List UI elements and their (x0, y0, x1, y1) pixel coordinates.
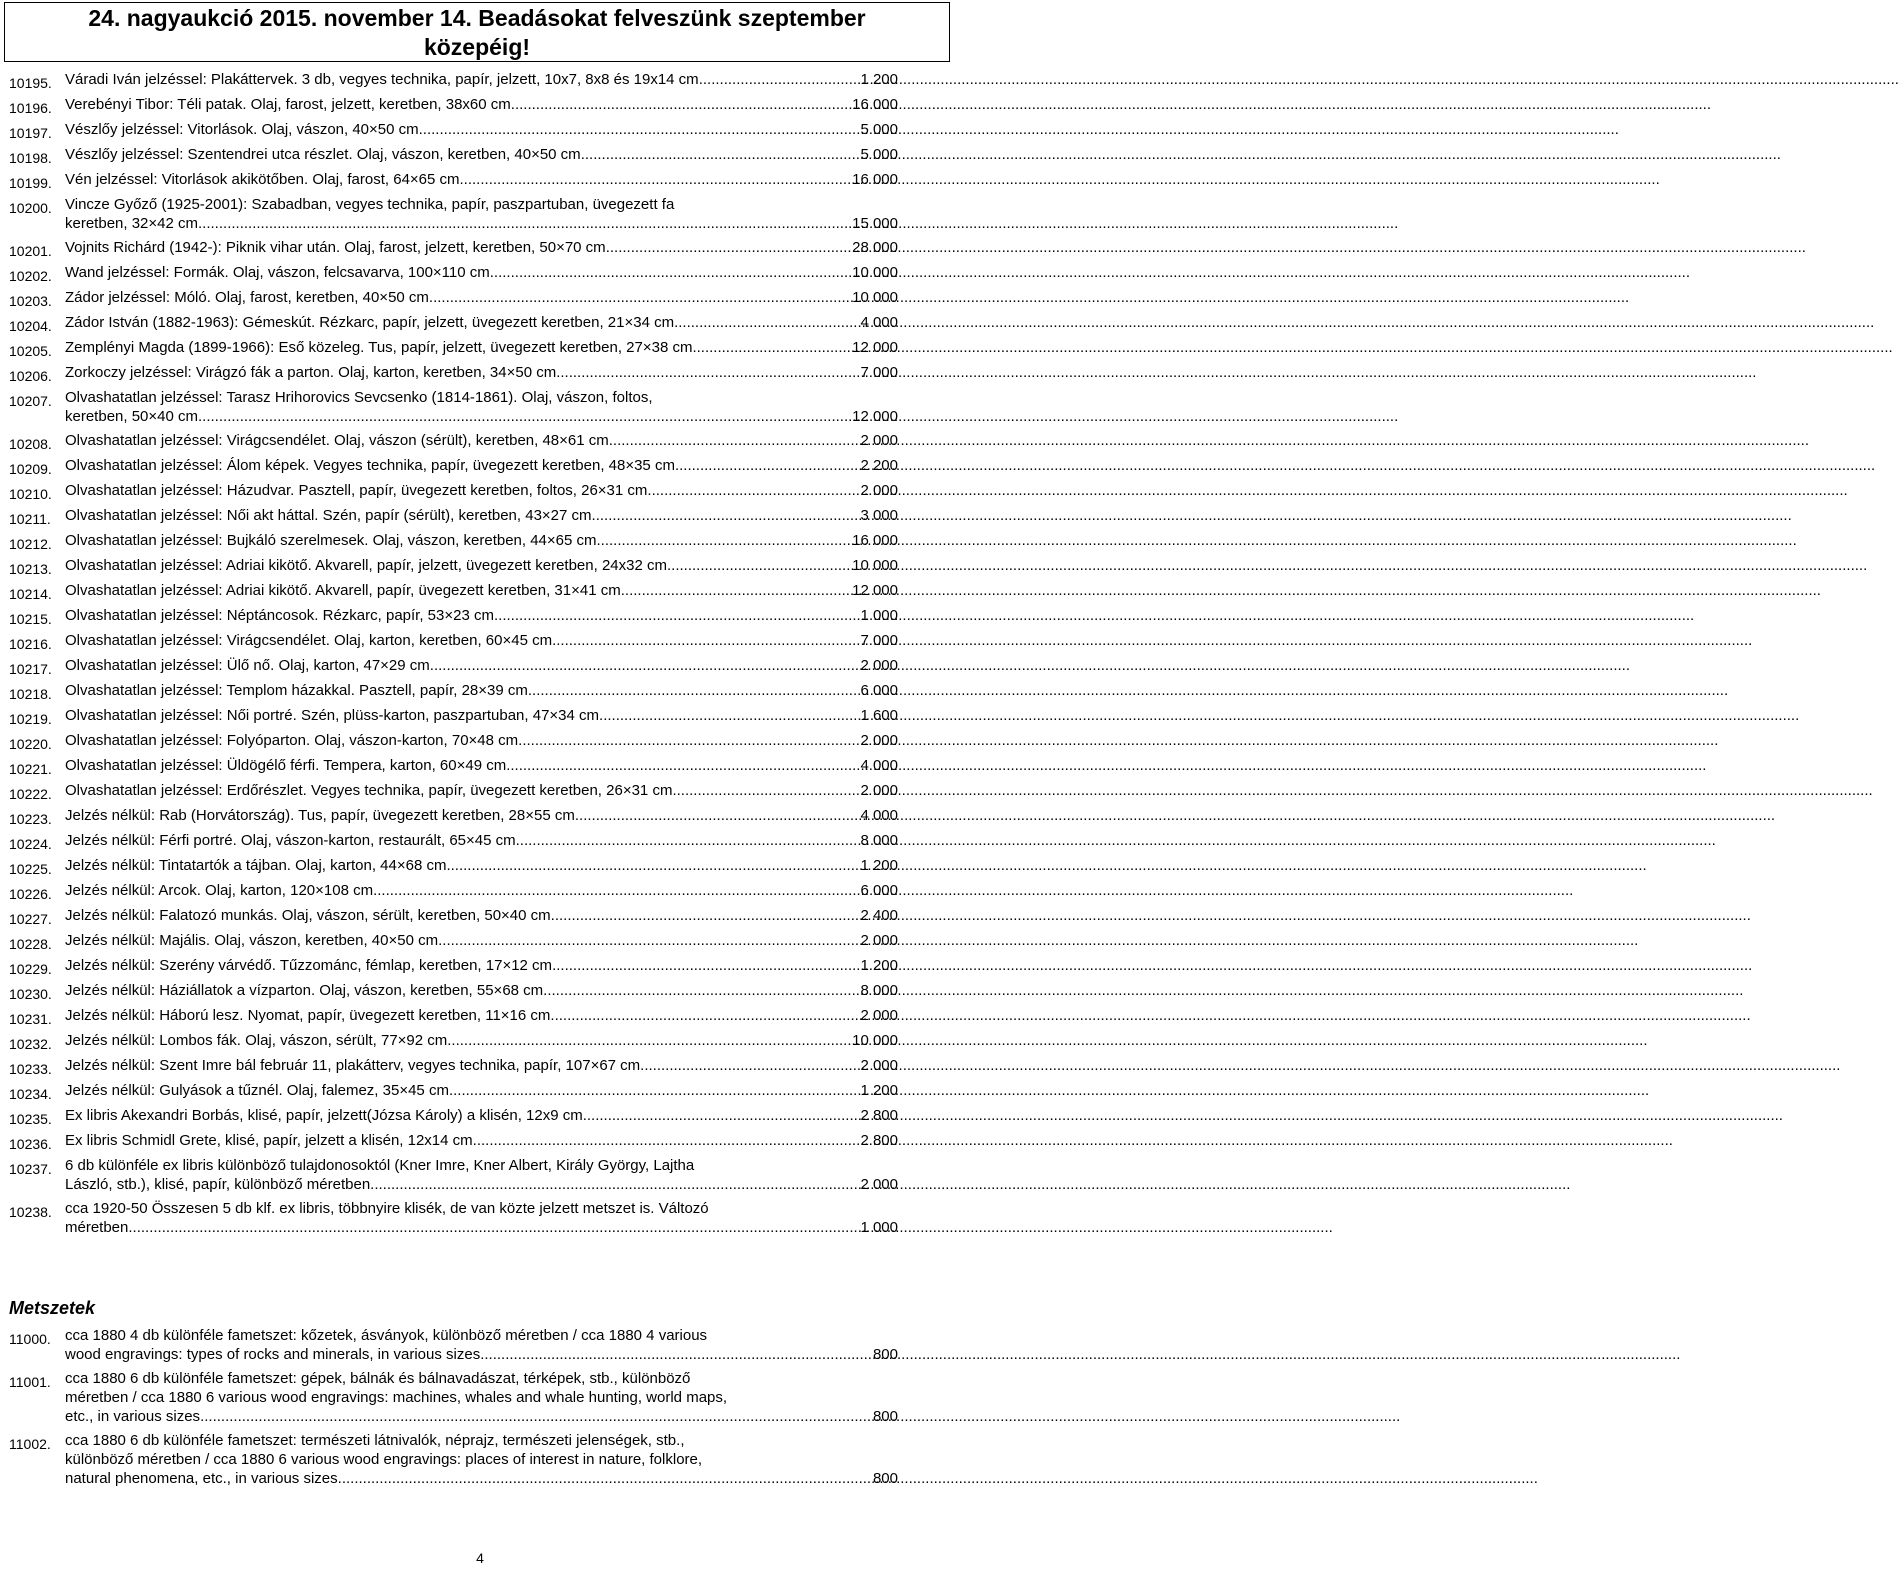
dot-leader (692, 338, 852, 357)
lot-item (0, 313, 960, 332)
lot-text-line: Jelzés nélkül: Lombos fák. Olaj, vászon, sérült, 77×92 cm (65, 1032, 448, 1049)
dot-leader (597, 531, 853, 550)
lot-text-line: Olvashatatlan jelzéssel: Bujkáló szerelmesek. Olaj, vászon, keretben, 44×65 cm (65, 532, 597, 549)
lot-item (0, 338, 960, 357)
lot-description (65, 456, 898, 475)
lot-description (65, 1431, 898, 1488)
lot-price: 2 000 (860, 657, 898, 674)
lot-price: 1 200 (860, 857, 898, 874)
dot-leader (429, 288, 852, 307)
dot-leader (672, 781, 860, 800)
lot-description (65, 956, 898, 975)
lot-description (65, 313, 898, 332)
lot-number: 10208. (9, 436, 52, 452)
dot-leader (506, 756, 860, 775)
lot-item (0, 263, 960, 282)
dot-leader (550, 1006, 860, 1025)
header-line-2: közepéig! (423, 34, 531, 60)
dot-leader (592, 506, 861, 525)
lot-item (0, 531, 960, 550)
lot-price: 12 000 (852, 339, 898, 356)
lot-number: 10225. (9, 861, 52, 877)
lot-item (0, 95, 960, 114)
lot-number: 10222. (9, 786, 52, 802)
lot-description (65, 145, 898, 164)
lot-number: 10229. (9, 961, 52, 977)
lot-price: 1 000 (860, 1219, 898, 1236)
dot-leader (460, 170, 853, 189)
lot-price: 2 200 (860, 457, 898, 474)
lot-text-line: Zorkoczy jelzéssel: Virágzó fák a parton. Olaj, karton, keretben, 34×50 cm (65, 364, 557, 381)
lot-description (65, 731, 898, 750)
lot-text-line: Váradi Iván jelzéssel: Plakáttervek. 3 db, vegyes technika, papír, jelzett, 10x7, 8x8 és 19x14 cm (65, 71, 699, 88)
lot-text-line: natural phenomena, etc., in various sizes (65, 1470, 338, 1487)
lot-price: 10 000 (852, 557, 898, 574)
lot-text-line: Jelzés nélkül: Arcok. Olaj, karton, 120×108 cm (65, 882, 374, 899)
lot-item (0, 120, 960, 139)
engraving-lot-list (0, 1326, 960, 1493)
dot-leader (447, 1031, 852, 1050)
dot-leader (133, 1218, 861, 1237)
lot-text-line: Jelzés nélkül: Háziállatok a vízparton. Olaj, vászon, keretben, 55×68 cm (65, 982, 544, 999)
lot-description (65, 338, 898, 357)
dot-leader (438, 931, 860, 950)
lot-price: 10 000 (852, 289, 898, 306)
lot-description (65, 1081, 898, 1100)
lot-price: 2 400 (860, 907, 898, 924)
lot-number: 10228. (9, 936, 52, 952)
lot-description (65, 906, 898, 925)
page-header (4, 2, 950, 62)
lot-item (0, 706, 960, 725)
lot-number: 11002. (9, 1436, 51, 1452)
lot-item (0, 506, 960, 525)
dot-leader (640, 1056, 860, 1075)
lot-number: 10220. (9, 736, 52, 752)
lot-description (65, 1006, 898, 1025)
lot-number: 10226. (9, 886, 52, 902)
lot-text-line: 6 db különféle ex libris különböző tulajdonosoktól (Kner Imre, Kner Albert, Király György, Lajtha (65, 1157, 695, 1174)
lot-price: 6 000 (860, 682, 898, 699)
lot-price: 1 200 (860, 71, 898, 88)
lot-number: 10195. (9, 75, 52, 91)
lot-text-line: cca 1880 6 db különféle fametszet: természeti látnivalók, néprajz, természeti jelenségek, stb., (65, 1432, 685, 1449)
lot-item (0, 981, 960, 1000)
lot-text-line: Olvashatatlan jelzéssel: Virágcsendélet. Olaj, karton, keretben, 60×45 cm (65, 632, 553, 649)
lot-item (0, 1006, 960, 1025)
dot-leader (552, 956, 860, 975)
lot-number: 10217. (9, 661, 52, 677)
dot-leader (449, 1081, 861, 1100)
lot-item (0, 881, 960, 900)
lot-item (0, 656, 960, 675)
lot-item (0, 1326, 960, 1364)
lot-text-line: cca 1880 4 db különféle fametszet: kőzetek, ásványok, különböző méretben / cca 1880 4 various (65, 1327, 708, 1344)
lot-price: 2 000 (860, 782, 898, 799)
lot-item (0, 606, 960, 625)
lot-item (0, 1199, 960, 1237)
lot-price: 1 600 (860, 707, 898, 724)
lot-item (0, 1431, 960, 1488)
lot-description (65, 831, 898, 850)
lot-description (65, 581, 898, 600)
lot-text-line: Olvashatatlan jelzéssel: Ülő nő. Olaj, karton, 47×29 cm (65, 657, 430, 674)
lot-price: 2 000 (860, 432, 898, 449)
lot-description (65, 238, 898, 257)
lot-item (0, 781, 960, 800)
dot-leader (373, 881, 860, 900)
lot-item (0, 731, 960, 750)
lot-price: 800 (872, 1408, 898, 1425)
lot-text-line: különböző méretben / cca 1880 6 various wood engravings: places of interest in nature, folklore, (65, 1451, 703, 1468)
lot-number: 10231. (9, 1011, 52, 1027)
lot-text-line: Olvashatatlan jelzéssel: Női akt háttal. Szén, papír (sérült), keretben, 43×27 cm (65, 507, 592, 524)
lot-number: 10233. (9, 1061, 52, 1077)
lot-price: 15 000 (852, 215, 898, 232)
lot-number: 10218. (9, 686, 52, 702)
lot-price: 5 000 (860, 146, 898, 163)
lot-item (0, 431, 960, 450)
lot-number: 11000. (9, 1331, 51, 1347)
lot-description (65, 431, 898, 450)
dot-leader (543, 981, 860, 1000)
lot-item (0, 631, 960, 650)
lot-description (65, 931, 898, 950)
dot-leader (674, 313, 860, 332)
lot-number: 11001. (9, 1374, 51, 1390)
lot-item (0, 456, 960, 475)
lot-text-line: Olvashatatlan jelzéssel: Erdőrészlet. Vegyes technika, papír, üvegezett keretben, 26×31 cm (65, 782, 673, 799)
dot-leader (581, 145, 861, 164)
lot-text-line: Jelzés nélkül: Háború lesz. Nyomat, papír, üvegezett keretben, 11×16 cm (65, 1007, 551, 1024)
lot-number: 10215. (9, 611, 52, 627)
lot-text-line: cca 1880 6 db különféle fametszet: gépek, bálnák és bálnavadászat, térképek, stb., különböző (65, 1370, 691, 1387)
lot-price: 6 000 (860, 882, 898, 899)
lot-item (0, 681, 960, 700)
lot-price: 2 000 (860, 482, 898, 499)
lot-text-line: Verebényi Tibor: Téli patak. Olaj, farost, jelzett, keretben, 38x60 cm (65, 96, 511, 113)
lot-price: 16 000 (852, 96, 898, 113)
lot-description (65, 756, 898, 775)
dot-leader (511, 95, 852, 114)
lot-description (65, 1056, 898, 1075)
dot-leader (556, 363, 860, 382)
lot-price: 10 000 (852, 264, 898, 281)
lot-description (65, 1106, 898, 1125)
lot-number: 10235. (9, 1111, 52, 1127)
lot-description (65, 195, 898, 233)
lot-number: 10216. (9, 636, 52, 652)
lot-number: 10223. (9, 811, 52, 827)
lot-text-line: Zádor jelzéssel: Móló. Olaj, farost, keretben, 40×50 cm (65, 289, 429, 306)
lot-text-line: Jelzés nélkül: Tintatartók a tájban. Olaj, karton, 44×68 cm (65, 857, 447, 874)
lot-item (0, 931, 960, 950)
dot-leader (552, 631, 860, 650)
lot-number: 10210. (9, 486, 52, 502)
dot-leader (494, 606, 860, 625)
lot-price: 28 000 (852, 239, 898, 256)
dot-leader (609, 431, 861, 450)
dot-leader (490, 263, 852, 282)
lot-price: 8 000 (860, 982, 898, 999)
lot-text-line: Vojnits Richárd (1942-): Piknik vihar után. Olaj, farost, jelzett, keretben, 50×70 cm (65, 239, 606, 256)
lot-number: 10205. (9, 343, 52, 359)
dot-leader (647, 481, 860, 500)
lot-item (0, 1081, 960, 1100)
lot-number: 10200. (9, 200, 52, 216)
lot-price: 2 000 (860, 932, 898, 949)
dot-leader (667, 556, 852, 575)
lot-description (65, 681, 898, 700)
lot-number: 10206. (9, 368, 52, 384)
lot-number: 10221. (9, 761, 52, 777)
lot-text-line: keretben, 32×42 cm (65, 215, 199, 232)
lot-text-line: Olvashatatlan jelzéssel: Virágcsendélet. Olaj, vászon (sérült), keretben, 48×61 cm (65, 432, 609, 449)
lot-number: 10197. (9, 125, 52, 141)
lot-text-line: Jelzés nélkül: Férfi portré. Olaj, vászon-karton, restaurált, 65×45 cm (65, 832, 516, 849)
lot-description (65, 556, 898, 575)
lot-price: 5 000 (860, 121, 898, 138)
lot-description (65, 70, 898, 89)
lot-item (0, 170, 960, 189)
lot-item (0, 831, 960, 850)
lot-text-line: Olvashatatlan jelzéssel: Házudvar. Pasztell, papír, üvegezett keretben, foltos, 26×31 cm (65, 482, 648, 499)
lot-text-line: Vészlőy jelzéssel: Vitorlások. Olaj, vászon, 40×50 cm (65, 121, 419, 138)
lot-list (0, 70, 960, 1242)
lot-number: 10234. (9, 1086, 52, 1102)
lot-text-line: méretben / cca 1880 6 various wood engravings: machines, whales and whale hunting, world maps, (65, 1389, 728, 1406)
lot-text-line: Ex libris Schmidl Grete, klisé, papír, jelzett a klisén, 12x14 cm (65, 1132, 473, 1149)
lot-description (65, 781, 898, 800)
lot-description (65, 706, 898, 725)
lot-description (65, 631, 898, 650)
lot-number: 10230. (9, 986, 52, 1002)
lot-text-line: Vén jelzéssel: Vitorlások akikötőben. Olaj, farost, 64×65 cm (65, 171, 460, 188)
lot-description (65, 656, 898, 675)
lot-text-line: Jelzés nélkül: Szerény várvédő. Tűzzománc, fémlap, keretben, 17×12 cm (65, 957, 553, 974)
lot-number: 10236. (9, 1136, 52, 1152)
lot-description (65, 288, 898, 307)
lot-description (65, 606, 898, 625)
dot-leader (370, 1175, 860, 1194)
lot-price: 7 000 (860, 364, 898, 381)
lot-number: 10207. (9, 393, 52, 409)
lot-price: 2 800 (860, 1132, 898, 1149)
lot-text-line: Jelzés nélkül: Falatozó munkás. Olaj, vászon, sérült, keretben, 50×40 cm (65, 907, 551, 924)
lot-text-line: Olvashatatlan jelzéssel: Néptáncosok. Rézkarc, papír, 53×23 cm (65, 607, 494, 624)
lot-number: 10203. (9, 293, 52, 309)
lot-text-line: Jelzés nélkül: Gulyások a tűznél. Olaj, falemez, 35×45 cm (65, 1082, 449, 1099)
lot-text-line: etc., in various sizes (65, 1408, 201, 1425)
lot-text-line: Wand jelzéssel: Formák. Olaj, vászon, felcsavarva, 100×110 cm (65, 264, 490, 281)
lot-number: 10196. (9, 100, 52, 116)
lot-number: 10202. (9, 268, 52, 284)
lot-description (65, 881, 898, 900)
lot-price: 10 000 (852, 1032, 898, 1049)
lot-description (65, 1326, 898, 1364)
lot-price: 800 (872, 1346, 898, 1363)
lot-text-line: Olvashatatlan jelzéssel: Üldögélő férfi. Tempera, karton, 60×49 cm (65, 757, 507, 774)
lot-text-line: méretben. (65, 1219, 133, 1236)
lot-description (65, 506, 898, 525)
lot-description (65, 363, 898, 382)
lot-description (65, 1131, 898, 1150)
lot-text-line: Olvashatatlan jelzéssel: Tarasz Hrihorovics Sevcsenko (1814-1861). Olaj, vászon, foltos, (65, 389, 653, 406)
dot-leader (198, 407, 852, 426)
lot-item (0, 806, 960, 825)
dot-leader (200, 1407, 873, 1426)
lot-description (65, 263, 898, 282)
lot-number: 10212. (9, 536, 52, 552)
lot-item (0, 581, 960, 600)
lot-description (65, 531, 898, 550)
lot-number: 10211. (9, 511, 51, 527)
lot-item (0, 195, 960, 233)
lot-text-line: Zádor István (1882-1963): Gémeskút. Rézkarc, papír, jelzett, üvegezett keretben, 21×34 cm (65, 314, 675, 331)
dot-leader (430, 656, 861, 675)
lot-text-line: Zemplényi Magda (1899-1966): Eső közeleg. Tus, papír, jelzett, üvegezett keretben, 27×38 cm (65, 339, 693, 356)
lot-price: 3 000 (860, 507, 898, 524)
dot-leader (518, 731, 860, 750)
lot-text-line: Jelzés nélkül: Rab (Horvátország). Tus, papír, üvegezett keretben, 28×55 cm (65, 807, 575, 824)
dot-leader (575, 806, 861, 825)
lot-description (65, 1031, 898, 1050)
lot-description (65, 95, 898, 114)
lot-description (65, 120, 898, 139)
lot-description (65, 481, 898, 500)
lot-price: 16 000 (852, 532, 898, 549)
lot-price: 800 (872, 1470, 898, 1487)
lot-price: 2 000 (860, 1176, 898, 1193)
lot-price: 1 000 (860, 607, 898, 624)
section-title: Metszetek (9, 1298, 96, 1318)
lot-number: 10219. (9, 711, 52, 727)
dot-leader (528, 681, 861, 700)
header-line-1: 24. nagyaukció 2015. november 14. Beadásokat felveszünk szeptember (88, 5, 866, 31)
lot-number: 10198. (9, 150, 52, 166)
lot-item (0, 856, 960, 875)
lot-text-line: Olvashatatlan jelzéssel: Templom házakkal. Pasztell, papír, 28×39 cm (65, 682, 528, 699)
lot-text-line: Jelzés nélkül: Szent Imre bál február 11, plakátterv, vegyes technika, papír, 107×67 cm (65, 1057, 641, 1074)
dot-leader (599, 706, 860, 725)
lot-text-line: wood engravings: types of rocks and minerals, in various sizes (65, 1346, 481, 1363)
lot-number: 10224. (9, 836, 52, 852)
lot-number: 10199. (9, 175, 52, 191)
lot-text-line: Vincze Győző (1925-2001): Szabadban, vegyes technika, papír, paszpartuban, üvegezett fa (65, 196, 675, 213)
lot-text-line: cca 1920-50 Összesen 5 db klf. ex libris, többnyire klisék, de van közte jelzett metszet is. Változó (65, 1200, 709, 1217)
lot-text-line: Olvashatatlan jelzéssel: Adriai kikötő. Akvarell, papír, jelzett, üvegezett keretben, 24x32 cm (65, 557, 667, 574)
dot-leader (699, 70, 861, 89)
dot-leader (583, 1106, 861, 1125)
lot-text-line: Jelzés nélkül: Majális. Olaj, vászon, keretben, 40×50 cm (65, 932, 439, 949)
lot-price: 4 000 (860, 757, 898, 774)
lot-description (65, 1156, 898, 1194)
lot-item (0, 1156, 960, 1194)
dot-leader (516, 831, 861, 850)
lot-number: 10237. (9, 1161, 52, 1177)
lot-price: 12 000 (852, 582, 898, 599)
lot-text-line: Olvashatatlan jelzéssel: Adriai kikötő. Akvarell, papír, üvegezett keretben, 31×41 cm (65, 582, 621, 599)
lot-price: 1 200 (860, 1082, 898, 1099)
lot-price: 4 000 (860, 314, 898, 331)
page-number: 4 (476, 1550, 484, 1566)
lot-item (0, 756, 960, 775)
lot-price: 2 800 (860, 1107, 898, 1124)
dot-leader (551, 906, 861, 925)
lot-price: 4 000 (860, 807, 898, 824)
lot-text-line: Ex libris Akexandri Borbás, klisé, papír, jelzett(Józsa Károly) a klisén, 12x9 cm (65, 1107, 583, 1124)
lot-price: 2 000 (860, 1007, 898, 1024)
lot-description (65, 1369, 898, 1426)
lot-number: 10238. (9, 1204, 52, 1220)
lot-description (65, 170, 898, 189)
lot-item (0, 288, 960, 307)
dot-leader (338, 1469, 873, 1488)
lot-item (0, 145, 960, 164)
lot-number: 10214. (9, 586, 52, 602)
lot-item (0, 363, 960, 382)
lot-description (65, 856, 898, 875)
lot-text-line: keretben, 50×40 cm (65, 408, 199, 425)
lot-text-line: Olvashatatlan jelzéssel: Női portré. Szén, plüss-karton, paszpartuban, 47×34 cm (65, 707, 600, 724)
lot-item (0, 1056, 960, 1075)
lot-item (0, 1369, 960, 1426)
lot-item (0, 1131, 960, 1150)
dot-leader (480, 1345, 873, 1364)
lot-number: 10201. (9, 243, 52, 259)
lot-price: 12 000 (852, 408, 898, 425)
lot-item (0, 481, 960, 500)
lot-number: 10227. (9, 911, 52, 927)
lot-price: 8 000 (860, 832, 898, 849)
lot-item (0, 388, 960, 426)
lot-price: 7 000 (860, 632, 898, 649)
lot-number: 10209. (9, 461, 52, 477)
lot-text-line: László, stb.), klisé, papír, különböző méretben (65, 1176, 371, 1193)
lot-description (65, 1199, 898, 1237)
dot-leader (675, 456, 861, 475)
lot-description (65, 388, 898, 426)
lot-item (0, 70, 960, 89)
dot-leader (198, 214, 852, 233)
lot-description (65, 981, 898, 1000)
lot-item (0, 906, 960, 925)
lot-price: 2 000 (860, 1057, 898, 1074)
lot-price: 2 000 (860, 732, 898, 749)
dot-leader (606, 238, 852, 257)
dot-leader (419, 120, 861, 139)
lot-text-line: Vészlőy jelzéssel: Szentendrei utca részlet. Olaj, vászon, keretben, 40×50 cm (65, 146, 581, 163)
lot-number: 10213. (9, 561, 52, 577)
lot-item (0, 556, 960, 575)
lot-item (0, 956, 960, 975)
lot-price: 1 200 (860, 957, 898, 974)
lot-text-line: Olvashatatlan jelzéssel: Folyóparton. Olaj, vászon-karton, 70×48 cm (65, 732, 519, 749)
lot-item (0, 1031, 960, 1050)
lot-item (0, 1106, 960, 1125)
lot-item (0, 238, 960, 257)
dot-leader (473, 1131, 861, 1150)
lot-price: 16 000 (852, 171, 898, 188)
lot-number: 10204. (9, 318, 52, 334)
dot-leader (446, 856, 860, 875)
dot-leader (621, 581, 852, 600)
lot-description (65, 806, 898, 825)
lot-text-line: Olvashatatlan jelzéssel: Álom képek. Vegyes technika, papír, üvegezett keretben, 48×35 cm (65, 457, 675, 474)
lot-number: 10232. (9, 1036, 52, 1052)
